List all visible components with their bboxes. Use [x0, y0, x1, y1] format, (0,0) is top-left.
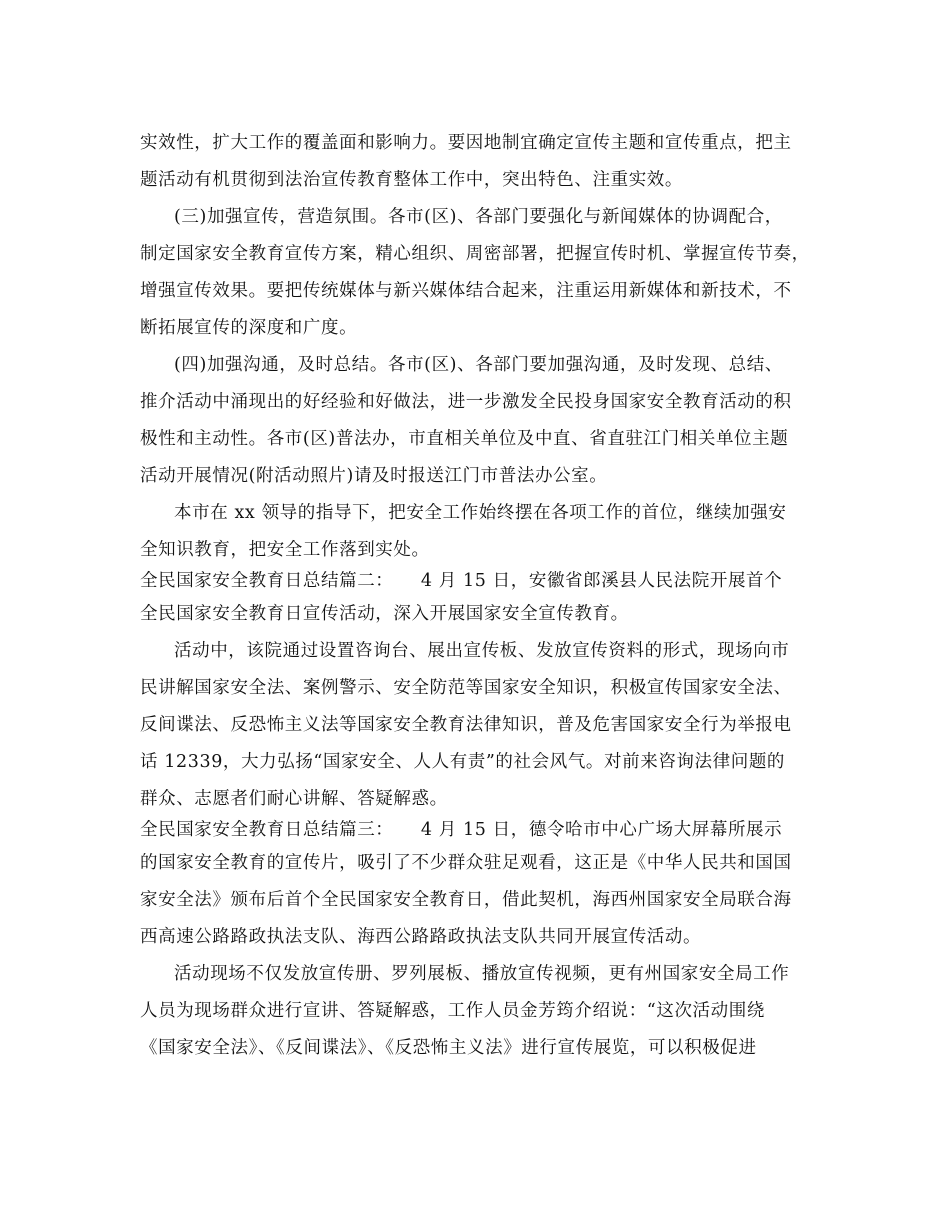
text-line: 人员为现场群众进行宣讲、答疑解惑，工作人员金芳筠介绍说：“这次活动围绕	[140, 1001, 765, 1021]
text-line: 家安全法》颁布后首个全民国家安全教育日，借此契机，海西州国家安全局联合海	[140, 890, 792, 910]
text-line: 全知识教育，把安全工作落到实处。	[140, 540, 430, 560]
text-line: 断拓展宣传的深度和广度。	[140, 318, 358, 338]
text-line: 推介活动中涌现出的好经验和好做法，进一步激发全民投身国家安全教育活动的积	[140, 392, 792, 412]
text-line: 增强宣传效果。要把传统媒体与新兴媒体结合起来，注重运用新媒体和新技术，不	[140, 281, 792, 301]
text-line: 群众、志愿者们耐心讲解、答疑解惑。	[140, 789, 448, 809]
text-line: 极性和主动性。各市(区)普法办，市直相关单位及中直、省直驻江门相关单位主题	[140, 429, 789, 449]
text-line: 《国家安全法》、《反间谍法》、《反恐怖主义法》进行宣传展览，可以积极促进	[140, 1038, 757, 1058]
text-line: 制定国家安全教育宣传方案，精心组织、周密部署，把握宣传时机、掌握宣传节奏，	[140, 244, 810, 264]
section-title-3: 全民国家安全教育日总结篇三： 4 月 15 日，德令哈市中心广场大屏幕所展示	[140, 820, 783, 840]
text-line: 活动中，该院通过设置咨询台、展出宣传板、发放宣传资料的形式，现场向市	[174, 641, 790, 661]
section-title-2: 全民国家安全教育日总结篇二： 4 月 15 日，安徽省郎溪县人民法院开展首个	[140, 571, 783, 591]
text-line: 民讲解国家安全法、案例警示、安全防范等国家安全知识，积极宣传国家安全法、	[140, 678, 792, 698]
paragraph-heading-4: (四)加强沟通，及时总结。各市(区)、各部门要加强沟通，及时发现、总结、	[174, 355, 783, 375]
text-line: 西高速公路路政执法支队、海西公路路政执法支队共同开展宣传活动。	[140, 927, 702, 947]
paragraph-heading-3: (三)加强宣传，营造氛围。各市(区)、各部门要强化与新闻媒体的协调配合，	[174, 207, 783, 227]
text-line: 话 12339，大力弘扬“国家安全、人人有责”的社会风气。对前来咨询法律问题的	[140, 752, 786, 772]
text-line: 活动开展情况(附活动照片)请及时报送江门市普法办公室。	[140, 466, 608, 486]
text-line: 实效性，扩大工作的覆盖面和影响力。要因地制宜确定宣传主题和宣传重点，把主	[140, 133, 792, 153]
text-line: 全民国家安全教育日宣传活动，深入开展国家安全宣传教育。	[140, 604, 629, 624]
text-line: 反间谍法、反恐怖主义法等国家安全教育法律知识，普及危害国家安全行为举报电	[140, 715, 792, 735]
text-line: 本市在 xx 领导的指导下，把安全工作始终摆在各项工作的首位，继续加强安	[174, 503, 787, 523]
text-line: 的国家安全教育的宣传片，吸引了不少群众驻足观看，这正是《中华人民共和国国	[140, 853, 792, 873]
text-line: 题活动有机贯彻到法治宣传教育整体工作中，突出特色、注重实效。	[140, 170, 683, 190]
text-line: 活动现场不仅发放宣传册、罗列展板、播放宣传视频，更有州国家安全局工作	[174, 964, 790, 984]
